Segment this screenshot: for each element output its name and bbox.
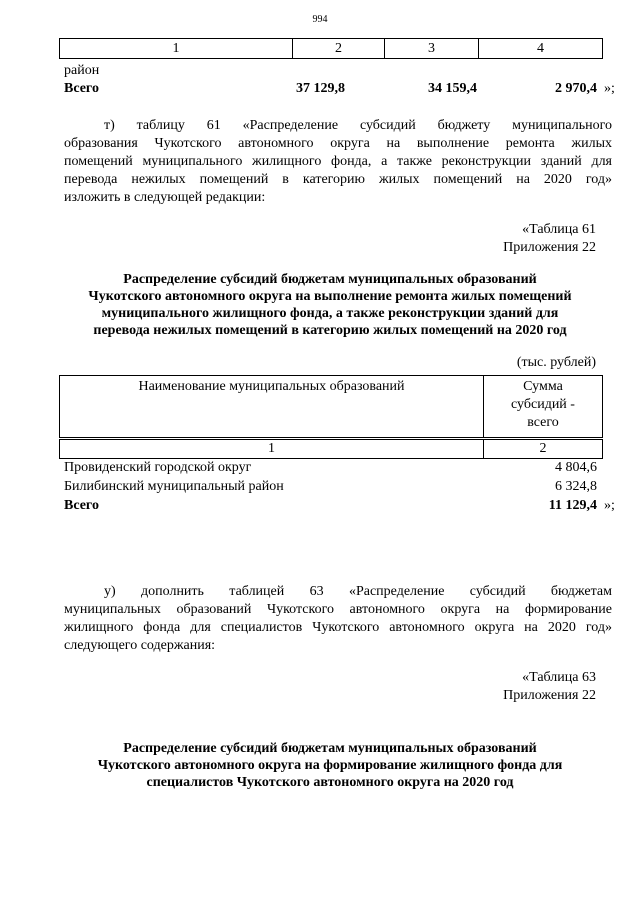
table-row: [64, 478, 597, 496]
table61-total-row: [64, 497, 597, 515]
paragraph-t-line-1: т) таблицу 61 «Распределение субсидий бюджету муниципального: [104, 118, 612, 133]
table61-colnum-2: 2: [484, 440, 603, 459]
paragraph-u-line-2: муниципальных образований Чукотского автономного округа на формирование: [64, 602, 612, 617]
table61-title-line-1: Распределение субсидий бюджетам муниципальных образований: [123, 272, 537, 287]
table61-title-line-2: Чукотского автономного округа на выполнение ремонта жилых помещений: [88, 289, 572, 304]
table61-col2-header-line-1: Сумма: [523, 379, 563, 394]
total-label: Всего: [64, 81, 99, 96]
paragraph-u-line-1: у) дополнить таблицей 63 «Распределение субсидий бюджетам: [104, 584, 612, 599]
table63-title: [50, 740, 610, 791]
top-table-header: [59, 38, 603, 59]
table61-units: (тыс. рублей): [516, 355, 596, 370]
top-col-2: 2: [293, 39, 385, 59]
table61-title-line-3: муниципального жилищного фонда, а также реконструкции зданий для: [101, 306, 559, 321]
table61-title: [50, 271, 610, 339]
table63-caption-line-2: Приложения 22: [503, 688, 596, 703]
table61-col2-header: [484, 376, 603, 438]
table61-caption-line-2: Приложения 22: [503, 240, 596, 255]
table63-caption-line-1: «Таблица 63: [522, 670, 596, 685]
table61-caption: [503, 221, 596, 257]
table63-title-line-2: Чукотского автономного округа на формирование жилищного фонда для: [97, 758, 563, 773]
total-value-2: 34 159,4: [428, 81, 477, 96]
row-name: Билибинский муниципальный район: [64, 479, 284, 494]
table61-col2-header-line-2: субсидий -: [511, 397, 575, 412]
table61-total-value: 11 129,4: [548, 498, 597, 513]
page-number: 994: [312, 14, 328, 25]
continuation-text: район: [64, 63, 100, 78]
table61-closing-quote: »;: [604, 498, 615, 513]
table61-total-label: Всего: [64, 498, 99, 513]
table63-caption: [503, 669, 596, 705]
table63-title-line-3: специалистов Чукотского автономного округа на 2020 год: [146, 775, 514, 790]
top-table-total-row: [64, 80, 597, 98]
paragraph-t-line-5: изложить в следующей редакции:: [64, 190, 266, 205]
paragraph-u-line-3: жилищного фонда для специалистов Чукотского автономного округа на 2020 год»: [64, 620, 612, 635]
row-name: Провиденский городской округ: [64, 460, 252, 475]
top-total-closing-quote: »;: [604, 81, 615, 96]
top-col-1: 1: [60, 39, 293, 59]
table61-caption-line-1: «Таблица 61: [522, 222, 596, 237]
paragraph-u: [64, 583, 612, 655]
table61-col1-header: Наименование муниципальных образований: [60, 376, 484, 438]
top-table-continuation-row: [64, 62, 597, 80]
table-row: [64, 459, 597, 477]
paragraph-t-line-2: образования Чукотского автономного округа на выполнение ремонта жилых: [64, 136, 612, 151]
total-value-1: 37 129,8: [296, 81, 345, 96]
total-value-3: 2 970,4: [555, 81, 597, 96]
paragraph-u-line-4: следующего содержания:: [64, 638, 216, 653]
paragraph-t-line-4: перевода нежилых помещений в категорию жилых помещений на 2020 год»: [64, 172, 612, 187]
table61-col2-header-line-3: всего: [527, 415, 559, 430]
table61-header: [59, 375, 603, 438]
table63-title-line-1: Распределение субсидий бюджетам муниципальных образований: [123, 741, 537, 756]
row-value: 4 804,6: [555, 460, 597, 475]
table61-column-numbers: [59, 439, 603, 459]
row-value: 6 324,8: [555, 479, 597, 494]
table61-title-line-4: перевода нежилых помещений в категорию жилых помещений на 2020 год: [93, 323, 567, 338]
paragraph-t-line-3: помещений муниципального жилищного фонда, а также реконструкции зданий для: [64, 154, 612, 169]
paragraph-t: [64, 117, 612, 207]
table61-colnum-1: 1: [60, 440, 484, 459]
top-col-4: 4: [479, 39, 603, 59]
top-col-3: 3: [385, 39, 479, 59]
